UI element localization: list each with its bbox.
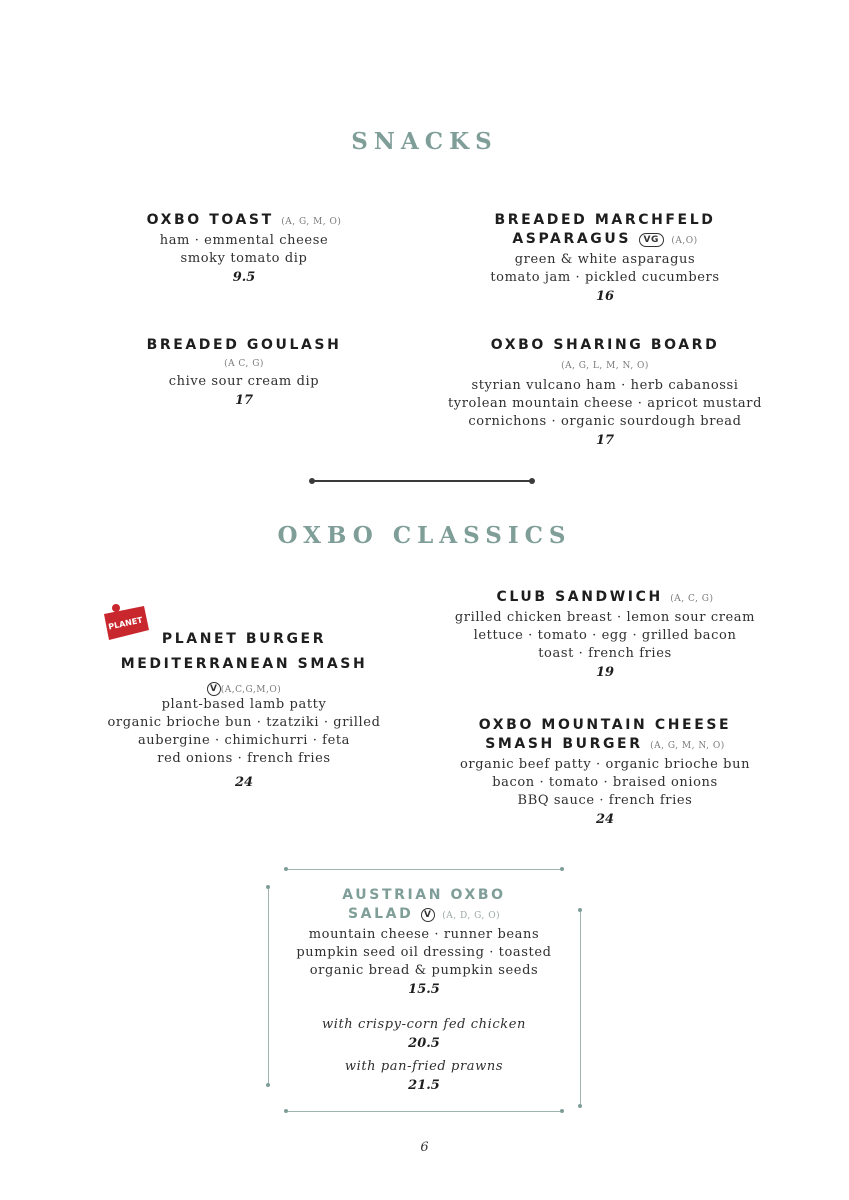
item-description: mountain cheese · runner beans <box>308 927 540 942</box>
vegetarian-badge: V <box>207 682 221 696</box>
item-name: AUSTRIAN OXBO <box>342 887 506 903</box>
page-number: 6 <box>420 1140 429 1155</box>
frame-dot <box>284 1109 288 1113</box>
classics-heading: OXBO CLASSICS <box>277 522 572 549</box>
item-description: tyrolean mountain cheese · apricot mustard <box>447 396 763 411</box>
section-divider <box>312 480 532 482</box>
option-description: with crispy-corn fed chicken <box>321 1017 527 1032</box>
frame-dot <box>560 1109 564 1113</box>
item-price: 24 <box>595 812 615 827</box>
frame-dot <box>560 867 564 871</box>
item-description: pumpkin seed oil dressing · toasted <box>296 945 552 960</box>
item-name: ASPARAGUS <box>512 231 632 247</box>
item-description: smoky tomato dip <box>180 251 308 266</box>
menu-item-planet-burger <box>94 627 394 792</box>
item-name: OXBO MOUNTAIN CHEESE <box>478 717 732 733</box>
item-price: 24 <box>234 775 254 790</box>
frame-bottom-line <box>286 1111 562 1112</box>
item-price: 9.5 <box>232 270 256 285</box>
item-name: OXBO SHARING BOARD <box>490 337 720 353</box>
divider-dot <box>309 478 315 484</box>
item-description: organic beef patty · organic brioche bun <box>459 757 751 772</box>
item-name: BREADED GOULASH <box>146 337 342 353</box>
item-name: CLUB SANDWICH <box>496 589 663 605</box>
allergens: (A,O) <box>671 236 698 246</box>
item-description: chive sour cream dip <box>168 374 320 389</box>
planet-logo-text: PLANET <box>107 615 144 632</box>
menu-item-sharing-board <box>425 336 785 450</box>
item-name: PLANET BURGER <box>161 631 327 647</box>
item-description: toast · french fries <box>538 646 672 661</box>
item-name: OXBO TOAST <box>146 212 274 228</box>
allergens: (A, G, M, N, O) <box>650 741 725 751</box>
allergens: (A, G, M, O) <box>281 217 342 227</box>
frame-dot <box>266 885 270 889</box>
menu-item-goulash <box>94 336 394 410</box>
frame-dot <box>578 908 582 912</box>
item-description: ham · emmental cheese <box>159 233 329 248</box>
menu-item-mountain-cheese-burger <box>425 716 785 829</box>
item-description: styrian vulcano ham · herb cabanossi <box>471 378 739 393</box>
frame-dot <box>266 1083 270 1087</box>
item-name: BREADED MARCHFELD <box>494 212 716 228</box>
item-description: aubergine · chimichurri · feta <box>137 733 351 748</box>
item-description: plant-based lamb patty <box>161 697 327 712</box>
menu-item-club-sandwich <box>425 588 785 682</box>
item-price: 16 <box>595 289 615 304</box>
menu-item-austrian-salad <box>274 886 574 1095</box>
divider-dot <box>529 478 535 484</box>
allergens: (A C, G) <box>224 359 264 369</box>
frame-dot <box>578 1104 582 1108</box>
frame-left-line <box>268 887 269 1085</box>
item-description: lettuce · tomato · egg · grilled bacon <box>473 628 737 643</box>
frame-top-line <box>286 869 562 870</box>
frame-dot <box>284 867 288 871</box>
item-name: SMASH BURGER <box>485 736 643 752</box>
item-name: SALAD <box>348 906 414 922</box>
item-description: BBQ sauce · french fries <box>517 793 693 808</box>
item-price: 17 <box>234 393 254 408</box>
item-price: 17 <box>595 433 615 448</box>
option-price: 20.5 <box>408 1036 440 1051</box>
item-description: red onions · french fries <box>157 751 331 766</box>
item-description: tomato jam · pickled cucumbers <box>490 270 720 285</box>
item-description: green & white asparagus <box>514 252 696 267</box>
item-name: MEDITERRANEAN SMASH <box>120 656 368 672</box>
item-price: 15.5 <box>408 982 440 997</box>
vegan-badge: VG <box>639 233 664 247</box>
item-description: organic bread & pumpkin seeds <box>309 963 539 978</box>
item-description: organic brioche bun · tzatziki · grilled <box>107 715 381 730</box>
item-price: 19 <box>595 665 615 680</box>
item-description: grilled chicken breast · lemon sour cream <box>454 610 756 625</box>
frame-right-line <box>580 910 581 1106</box>
allergens: (A, C, G) <box>670 594 714 604</box>
option-description: with pan-fried prawns <box>344 1059 504 1074</box>
menu-item-oxbo-toast <box>94 211 394 287</box>
snacks-heading: SNACKS <box>351 128 498 155</box>
vegetarian-badge: V <box>421 908 435 922</box>
menu-item-asparagus <box>435 211 775 306</box>
allergens: (A, D, G, O) <box>442 911 501 921</box>
item-description: cornichons · organic sourdough bread <box>468 414 742 429</box>
allergens: (A, G, L, M, N, O) <box>561 361 649 371</box>
allergens: (A,C,G,M,O) <box>220 685 282 695</box>
item-description: bacon · tomato · braised onions <box>492 775 718 790</box>
option-price: 21.5 <box>408 1078 440 1093</box>
